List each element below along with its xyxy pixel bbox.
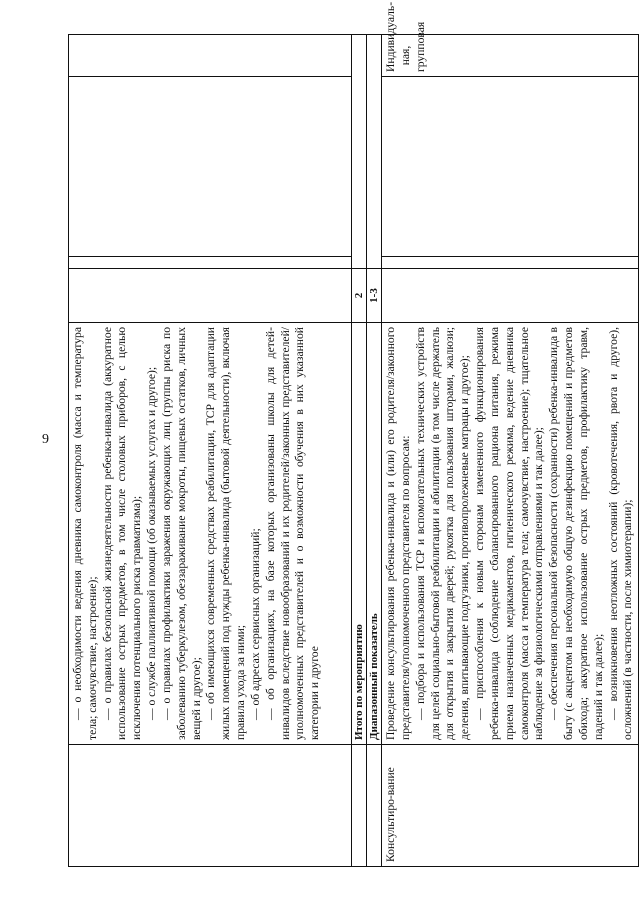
list-item: — возникновения неотложных состояний (кровотечения, рвота и другое), осложнений (в частности, после химиотерапии); (606, 327, 635, 740)
list-item: — подбора и использования ТСР и вспомогательных технических устройств для целей социально-бытовой реабилитации и абилитации (в том числе держатель для открытия и закрытия дверей; рукоятка для пользования шторами, жалюзи; деления, впитывающие подгузники, противопролежневые матрацы и другое); (413, 327, 472, 740)
list-item: — об организациях, на базе которых организованы школы для детей-инвалидов вследствие новообразований и их родителей/законных представителей/уполномоченных представителей и о возможности обучения в них указанной категории и другое (263, 327, 322, 740)
range-label: Диапазонный показатель (367, 323, 382, 745)
table-row (69, 35, 352, 867)
page-number: 9 (42, 432, 49, 447)
consultation-description-cell (382, 323, 639, 745)
empty-cell (367, 35, 382, 269)
list-item: — о службе паллиативной помощи (об оказываемых услугах и другое); (145, 366, 159, 720)
consultation-topics-cell (69, 323, 352, 745)
empty-cell (69, 269, 352, 323)
list-item: — об имеющихся современных средствах реабилитации, ТСР для адаптации жилых помещений под нужды ребенка-инвалида (бытовой деятельности), включая правила ухода за ними; (204, 327, 248, 740)
empty-cell (382, 257, 639, 269)
empty-cell (69, 745, 352, 867)
list-item: — о правилах безопасной жизнедеятельности ребенка-инвалида (аккуратное использование острых предметов, в том числе столовых приборов, с целью исключения потенциального риска травматизма); (100, 327, 144, 740)
empty-cell (69, 35, 352, 77)
activity-name: Консультиро-вание (382, 745, 639, 867)
list-item: — о необходимости ведения дневника самоконтроля (масса и температура тела; самочувствие, настроение); (71, 327, 99, 740)
empty-cell (367, 745, 382, 867)
intro-text: Проведение консультирования ребенка-инвалида и (или) его родителя/законного представителя/уполномоченного представителя по вопросам: (384, 327, 412, 740)
list-item: — о правилах профилактики заражения окружающих лиц (группы риска по заболеванию туберкулезом, обеззараживание мокроты, пищевых остатков, личных вещей и другое); (159, 327, 203, 740)
empty-cell (352, 35, 367, 269)
rotated-table-sheet (68, 1, 635, 867)
list-item: — обеспечения персональной безопасности (сохранности) ребенка-инвалида в быту (с акцентом на необходимую общую дезинфекцию помещений и предметов обихода; аккуратное использование острых предметов, профилактику травм, падений и так далее); (547, 327, 605, 740)
totals-value: 2 (352, 269, 367, 323)
empty-cell (382, 269, 639, 323)
table-row (382, 35, 639, 867)
totals-row (352, 35, 367, 867)
empty-cell (69, 257, 352, 269)
rehabilitation-table (68, 1, 639, 867)
form-of-service: Индивидуаль-ная, групповая (382, 35, 639, 77)
totals-label: Итого по мероприятию (352, 323, 367, 745)
empty-cell (69, 77, 352, 257)
range-value: 1-3 (367, 269, 382, 323)
empty-cell (352, 745, 367, 867)
range-row (367, 35, 382, 867)
empty-cell (382, 77, 639, 257)
list-item: — об адресах сервисных организаций; (248, 528, 262, 720)
list-item: — приспособления к новым сторонам измененного функционирования ребенка-инвалида (соблюдение сбалансированного рациона питания, режима приема назначенных медикаментов, гигиенического режима, ведение дневника самоконтроля (масса и температура тела; самочувствие, настроение); тщательное наблюдение за физиологическими отправлениями и так далее); (473, 327, 546, 740)
